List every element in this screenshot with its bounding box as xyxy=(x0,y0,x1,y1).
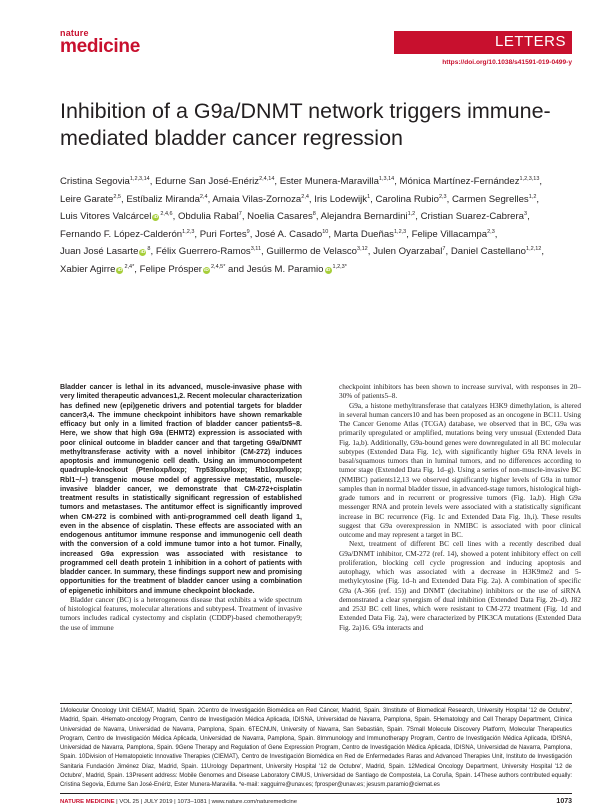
author-name[interactable] xyxy=(212,194,309,205)
author-name-text: Juan José Lasarte xyxy=(60,246,139,258)
author-name-text: Mónica Martínez-Fernández xyxy=(399,176,520,187)
author-name-text: Iris Lodewijk xyxy=(314,193,368,205)
author-name[interactable] xyxy=(334,229,407,240)
author-name[interactable] xyxy=(266,246,367,257)
author-name-text: Xabier Agirre xyxy=(60,263,116,275)
author-affiliation-marker: 9 xyxy=(246,228,250,235)
author-name-text: Puri Fortes xyxy=(199,228,247,240)
affiliations: 1Molecular Oncology Unit CIEMAT, Madrid, Spain. 2Centro de Investigación Biomédica en Red Cáncer, Madrid, Spain. 3Institute of Biomedical Research, University Hospital '12 de Octubre', Madrid, Spain. 4Hemato-oncology Program, Centro de Investigación Médica Aplicada, IDISNA, Universidad de Navarra, Pamplona, Spain. 5Hematology and Cell Therapy Department, Clínica Universidad de Navarra, Universidad de Navarra, Pamplona, Spain. 6TECNUN, University of Navarra, San Sebastián, Spain. 7Small Molecule Discovery Platform, Molecular Therapeutics Program, Centro de Investigación Médica Aplicada, Universidad de Navarra, Pamplona, Spain. 8Immunology and Immunotherapy Program, Centro de Investigación Médica Aplicada, IDISNA, Universidad de Navarra, Pamplona, Spain. 9Gene Therapy and Regulation of Gene Expression Program, Centro de Investigación Médica Aplicada, IDISNA, Universidad de Navarra, Pamplona, Spain. 10Division of Hematopoietic Innovative Therapies (CIEMAT), Centro de Investigación Biomédica en Red de Enfermedades Raras and Advanced Therapies Unit, Instituto de Investigación Sanitaria Fundación Jiménez Díaz, Madrid, Spain. 11Urology Department, University Hospital '12 de Octubre', Madrid, Spain. 12Medical Oncology Department, University Hospital '12 de Octubre', Madrid, Spain. 13Present address: Mobile Genomes and Disease Laboratory CIMUS, Universidad de Santiago de Compostela, La Coruña, Spain. 14These authors contributed equally: Cristina Segovia, Edurne San José-Enériz, Ester Munera-Maravilla. *e-mail: xagguirre@unav.es; fprosper@unav.es; jesusm.paramio@ciemat.es xyxy=(60,708,572,789)
author-affiliation-marker: 2,4 xyxy=(199,193,208,200)
author-name[interactable] xyxy=(200,229,250,240)
author-name-text: Daniel Castellano xyxy=(450,246,527,258)
author-name[interactable] xyxy=(451,246,542,257)
author-name-text: Guillermo de Velasco xyxy=(266,246,358,258)
author-name-text: Jesús M. Paramio xyxy=(246,263,324,275)
author-name[interactable] xyxy=(247,211,316,222)
author-name[interactable] xyxy=(156,246,261,257)
author-name[interactable] xyxy=(247,264,347,275)
author-affiliation-marker: 8 xyxy=(147,246,151,253)
orcid-icon[interactable]: iD xyxy=(204,267,209,273)
left-column xyxy=(60,383,302,633)
body-paragraph: Next, treatment of different BC cell lines with a recently described dual G9a/DNMT inhibitor, CM-272 (ref. 14), showed a potent inhibitory effect on cell proliferation, blocking cell cycle progression and inducing apoptosis and autophagy, which was associated with a decrease in H3K9me2 and 5-methylcytosine (Fig. 1d–h and Extended Data Fig. 2a). A combination of specific G9a (A-366 (ref. 15)) and DNMT (decitabine) inhibitors or the use of siRNA demonstrated a clear synergism of dual inhibition (Extended Data Fig. 2b–d). J82 and 253J BC cell lines, which were resistant to CM-272 treatment (Fig. 1d and Extended Data Fig. 2a), were characterized by PIK3CA mutations (Extended Data Fig. 2a)16. G9a interacts and xyxy=(339,540,581,632)
author-name[interactable] xyxy=(178,211,242,222)
author-affiliation-marker: 2,3 xyxy=(487,228,495,235)
orcid-icon[interactable]: iD xyxy=(325,267,331,273)
author-name[interactable] xyxy=(314,194,370,205)
author-name-text: Fernando F. López-Calderón xyxy=(60,228,183,240)
author-list: Cristina Segovia$^{1,2,3,14}$, Edurne San José-Enériz$^{2,4,14}$, Ester Munera-Maravilla$^{1,3,14}$, Mónica Martínez-Fernández$^{1,2,3,13}$, Leire Garate$^{2,5}$, Estíbaliz Miranda$^{2,4}$, Amaia Vilas-Zornoza$^{2,4}$, Iris Lodewijk$^1$, Carolina Rubio$^{2,3}$, Carmen Segrelles$^{1,2}$, Luis Vitores Valcárcel iD$^{2,4,6}$, Obdulia Rabal$^7$, Noelia Casares$^8$, Alejandra Bernardini$^{1,2}$, Cristian Suarez-Cabrera$^3$, Fernando F. López-Calderón$^{1,2,3}$, Puri Fortes$^9$, José A. Casado$^{10}$, Marta Dueñas$^{1,2,3}$, Felipe Villacampa$^{2,3}$, Juan José Lasarte $iD^8$, Félix Guerrero-Ramos$^{3,11}$, Guillermo de Velasco$^{3,12}$, Julen Oyarzabal$^7$, Daniel Castellano$^{1,2,12}$, Xabier Agirre $iD^{2,4*}$, Felipe Prósper $iD^{2,4,5*}$ and Jesús M. Paramio $iD^{1,2,3*}$ xyxy=(60,176,544,275)
author-name[interactable] xyxy=(140,264,226,275)
footer-volume: | VOL 25 | JULY 2019 | 1073–1081 | www.nature.com/naturemedicine xyxy=(114,799,298,805)
author-name[interactable] xyxy=(375,194,446,205)
affiliations-divider xyxy=(60,703,572,704)
author-affiliation-marker: 1,2,3,14 xyxy=(129,176,150,182)
author-affiliation-marker: 3,11 xyxy=(250,246,262,253)
body-paragraph: G9a, a histone methyltransferase that catalyzes H3K9 dimethylation, is altered in several human cancers10 and has been proposed as an oncogene in BC11. Using The Cancer Genome Atlas (TCGA) database, we observed that in BC, G9a was primarily upregulated or amplified, mutations being very unusual (Extended Data Fig. 1a,b). Additionally, G9a-bound genes were downregulated in all BC molecular subtypes (Extended Data Fig. 1c), with significantly higher G9a RNA levels in basal/squamous tumors than in luminal tumors, and no differences according to tumor stage (Extended Data Fig. 1d–g). Using a series of non-muscle-invasive BC (NMIBC) patients12,13 we observed significantly higher levels of G9a in tumor samples than in normal bladder tissue, in advanced-stage tumors, histological high-grade tumors and in recurrent or progressive tumors (Fig. 1a,b). High G9a messenger RNA and protein levels were associated with a statistically significant increase in BC recurrence (Fig. 1c and Extended Data Fig. 1h,i). These results suggest that G9a overexpression in NMIBC is associated with poor clinical outcome and may represent a target in BC. xyxy=(339,401,581,539)
section-label: LETTERS xyxy=(394,31,572,54)
author-name[interactable] xyxy=(60,264,134,275)
author-name-text: José A. Casado xyxy=(255,228,323,240)
author-affiliation-marker: 2,5 xyxy=(113,193,121,200)
author-affiliation-marker: 3 xyxy=(524,211,528,218)
author-name-text: Obdulia Rabal xyxy=(177,211,239,223)
author-name[interactable] xyxy=(280,176,394,187)
author-name-text: Felipe Villacampa xyxy=(411,228,488,240)
page-number: 1073 xyxy=(556,798,572,805)
author-name-text: Marta Dueñas xyxy=(333,228,394,240)
author-name[interactable] xyxy=(373,246,445,257)
orcid-icon[interactable]: iD xyxy=(117,267,123,273)
author-affiliation-marker: 2,4,6 xyxy=(160,211,173,218)
author-affiliation-marker: 2,4,5* xyxy=(211,263,226,270)
author-affiliation-marker: 1 xyxy=(367,193,371,200)
author-name[interactable] xyxy=(126,194,207,205)
author-affiliation-marker: 7 xyxy=(442,246,446,253)
body-paragraph: Bladder cancer (BC) is a heterogeneous disease that exhibits a wide spectrum of histological features, molecular alterations and subtypes4. Treatment of invasive tumors includes radical cystectomy and cisplatin (CDDP)-based chemotherapy9; the use of immune xyxy=(60,595,302,632)
author-name-text: Estíbaliz Miranda xyxy=(126,193,200,205)
author-name[interactable] xyxy=(60,176,150,187)
author-name[interactable] xyxy=(155,176,274,187)
abstract: Bladder cancer is lethal in its advanced, muscle-invasive phase with very limited therapeutic advances1,2. Recent molecular characterization has defined new (epi)genetic drivers and potential targets for bladder cancer3,4. The immune checkpoint inhibitors have shown remarkable efficacy but only in a limited fraction of bladder cancer patients5–8. Here, we show that high G9a (EHMT2) expression is associated with poor clinical outcome in bladder cancer and that targeting G9a/DNMT methyltransferase activity with a novel inhibitor (CM-272) induces apoptosis and immunogenic cell death. Using an immunocompetent quadruple-knockout (Ptenloxp/loxp; Trp53loxp/loxp; Rb1loxp/loxp; Rbl1−/−) transgenic mouse model of aggressive metastatic, muscle-invasive bladder cancer, we demonstrate that CM-272+cisplatin treatment results in statistically significant regression of established tumors and metastases. The antitumor effect is significantly improved when CM-272 is combined with anti-programmed cell death ligand 1, even in the absence of cisplatin. These effects are associated with an endogenous antitumor immune response and immunogenic cell death with the conversion of a cold immune tumor into a hot tumor. Finally, increased G9a expression was associated with resistance to programmed cell death protein 1 inhibition in a cohort of patients with bladder cancer. In summary, these findings support new and promising opportunities for the treatment of bladder cancer using a combination of epigenetic inhibitors and immune checkpoint blockade. xyxy=(60,384,302,595)
author-name[interactable] xyxy=(321,211,416,222)
author-affiliation-marker: 2,4 xyxy=(301,193,309,200)
body-paragraph: checkpoint inhibitors has been shown to increase survival, with responses in 20–30% of patients5–8. xyxy=(339,383,581,401)
author-name-text: Alejandra Bernardini xyxy=(320,211,408,223)
author-affiliation-marker: 1,2 xyxy=(407,211,416,218)
journal-logo-top: nature xyxy=(60,28,89,38)
author-affiliation-marker: 1,2,3* xyxy=(332,263,347,270)
doi-link[interactable]: https://doi.org/10.1038/s41591-019-0499-y xyxy=(442,59,572,66)
right-column xyxy=(339,383,581,633)
author-name[interactable] xyxy=(60,194,121,205)
author-name[interactable] xyxy=(60,246,150,257)
author-affiliation-marker: 1,2,12 xyxy=(526,246,542,253)
author-affiliation-marker: 2,4,14 xyxy=(259,176,275,182)
author-name-text: Félix Guerrero-Ramos xyxy=(155,246,251,258)
author-name[interactable] xyxy=(255,229,328,240)
author-name-text: Cristina Segovia xyxy=(60,176,130,187)
footer-citation xyxy=(60,799,297,805)
author-affiliation-marker: 7 xyxy=(238,211,242,218)
author-name[interactable] xyxy=(60,211,173,222)
article-title: Inhibition of a G9a/DNMT network triggers immune-mediated bladder cancer regression xyxy=(60,99,551,150)
author-name[interactable] xyxy=(421,211,528,222)
author-affiliation-marker: 8 xyxy=(312,211,316,218)
author-affiliation-marker: 1,3,14 xyxy=(378,176,395,182)
author-affiliation-marker: 1,2,3 xyxy=(182,228,195,235)
author-name-text: Carmen Segrelles xyxy=(451,193,529,205)
author-name-text: Ester Munera-Maravilla xyxy=(279,176,379,187)
journal-logo-bottom: medicine xyxy=(60,36,140,57)
author-affiliation-marker: 1,2 xyxy=(528,193,537,200)
author-name-text: Carolina Rubio xyxy=(375,193,439,205)
author-affiliation-marker: 3,12 xyxy=(357,246,368,253)
author-affiliation-marker: 1,2,3 xyxy=(393,228,407,235)
journal-logo xyxy=(60,29,140,56)
author-name[interactable] xyxy=(60,229,194,240)
orcid-icon[interactable]: iD xyxy=(153,215,159,221)
author-name[interactable] xyxy=(412,229,495,240)
author-name-text: Cristian Suarez-Cabrera xyxy=(420,211,525,223)
author-name-text: Edurne San José-Enériz xyxy=(155,176,260,187)
author-name-text: Luis Vitores Valcárcel xyxy=(60,211,152,223)
author-affiliation-marker: 2,4* xyxy=(124,263,135,270)
author-name-text: Julen Oyarzabal xyxy=(373,246,443,258)
author-affiliation-marker: 10 xyxy=(322,228,329,235)
author-name-text: Leire Garate xyxy=(60,193,114,205)
author-name[interactable] xyxy=(400,176,540,187)
author-name[interactable] xyxy=(452,194,536,205)
author-name-text: Noelia Casares xyxy=(247,211,313,223)
footer-journal: NATURE MEDICINE xyxy=(60,799,115,805)
orcid-icon[interactable]: iD xyxy=(140,250,146,256)
author-name-text: Amaia Vilas-Zornoza xyxy=(212,193,302,205)
author-affiliation-marker: 2,3 xyxy=(438,193,447,200)
footer-divider xyxy=(60,793,572,794)
author-affiliation-marker: 1,2,3,13 xyxy=(519,176,540,182)
author-name-text: Felipe Prósper xyxy=(139,263,202,275)
